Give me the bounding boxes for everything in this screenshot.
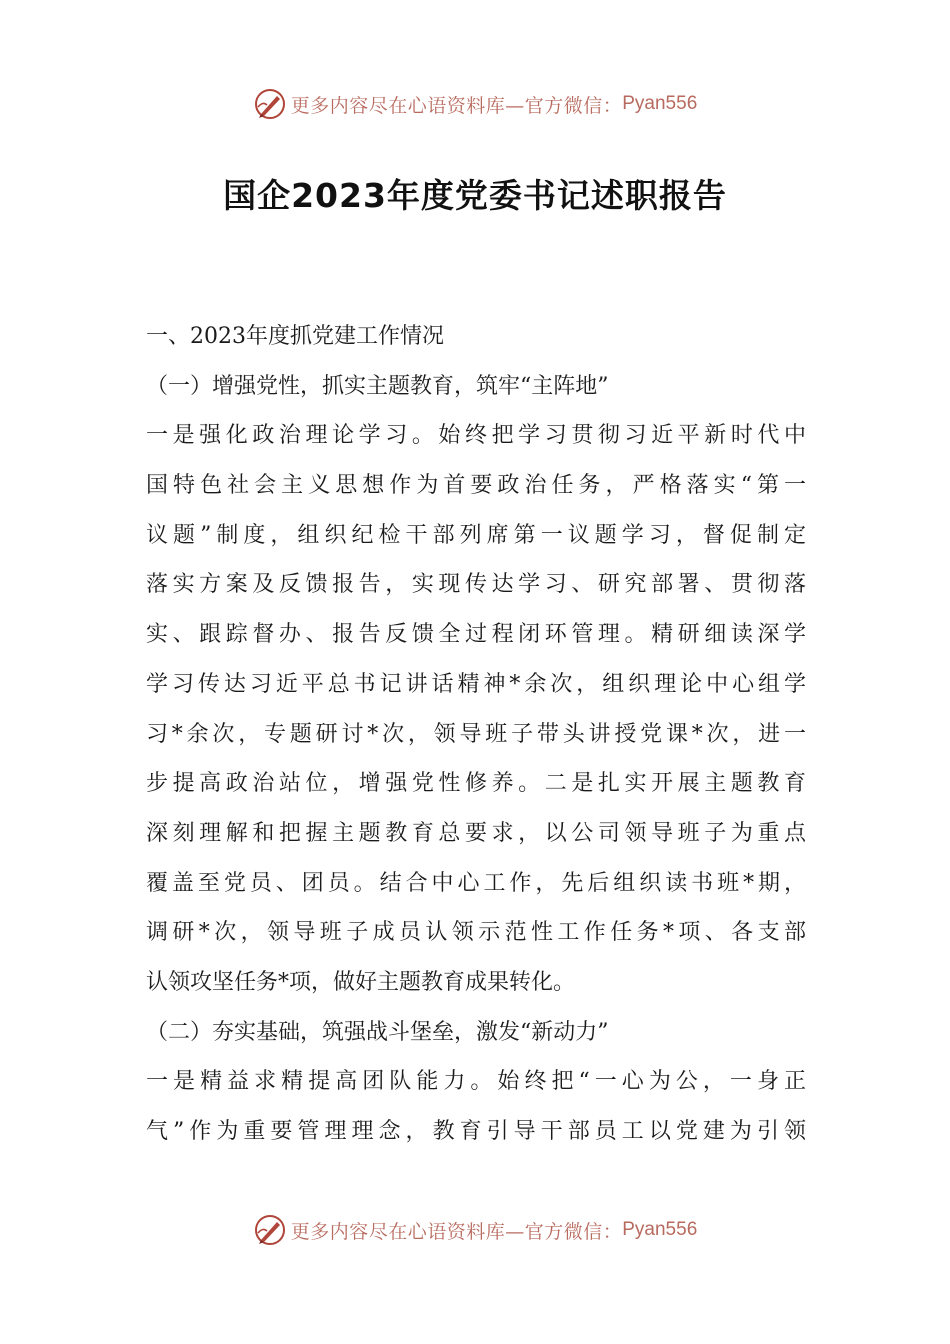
subsection-heading: （一）增强党性，抓实主题教育，筑牢“主阵地” bbox=[146, 373, 609, 399]
header-banner bbox=[0, 82, 950, 126]
banner-text: 更多内容尽在心语资料库—官方微信： bbox=[290, 94, 623, 117]
pen-logo-icon bbox=[253, 1213, 287, 1247]
paragraph-line: 一是强化政治理论学习。始终把学习贯彻习近平新时代中 bbox=[146, 423, 806, 449]
document-body bbox=[146, 312, 806, 1157]
document-title: 国企2023年度党委书记述职报告 bbox=[223, 176, 727, 215]
banner-text: 更多内容尽在心语资料库—官方微信： bbox=[290, 1220, 623, 1243]
paragraph-line: 认领攻坚任务*项，做好主题教育成果转化。 bbox=[146, 969, 576, 995]
banner-contact: Pyan556 bbox=[622, 1219, 698, 1240]
paragraph-line: 深刻理解和把握主题教育总要求，以公司领导班子为重点 bbox=[146, 820, 806, 846]
section-heading: 一、2023年度抓党建工作情况 bbox=[146, 324, 444, 349]
pen-logo-icon bbox=[253, 87, 287, 121]
footer-banner bbox=[0, 1208, 950, 1252]
paragraph-line: 国特色社会主义思想作为首要政治任务，严格落实“第一 bbox=[146, 473, 806, 499]
paragraph-line: 议题”制度，组织纪检干部列席第一议题学习，督促制定 bbox=[146, 522, 806, 548]
paragraph-line: 气”作为重要管理理念，教育引导干部员工以党建为引领 bbox=[146, 1119, 806, 1144]
paragraph-line: 调研*次，领导班子成员认领示范性工作任务*项、各支部 bbox=[146, 920, 806, 946]
paragraph-line: 落实方案及反馈报告，实现传达学习、研究部署、贯彻落 bbox=[146, 572, 806, 598]
paragraph-line: 覆盖至党员、团员。结合中心工作，先后组织读书班*期， bbox=[146, 870, 806, 896]
paragraph-line: 一是精益求精提高团队能力。始终把“一心为公，一身正 bbox=[146, 1069, 806, 1095]
subsection-heading: （二）夯实基础，筑强战斗堡垒，激发“新动力” bbox=[146, 1019, 609, 1045]
paragraph-line: 实、跟踪督办、报告反馈全过程闭环管理。精研细读深学 bbox=[146, 622, 806, 648]
paragraph-line: 学习传达习近平总书记讲话精神*余次，组织理论中心组学 bbox=[146, 671, 806, 697]
paragraph-line: 习*余次，专题研讨*次，领导班子带头讲授党课*次，进一 bbox=[146, 721, 806, 747]
paragraph-line: 步提高政治站位，增强党性修养。二是扎实开展主题教育 bbox=[146, 771, 806, 797]
banner-contact: Pyan556 bbox=[622, 93, 698, 114]
